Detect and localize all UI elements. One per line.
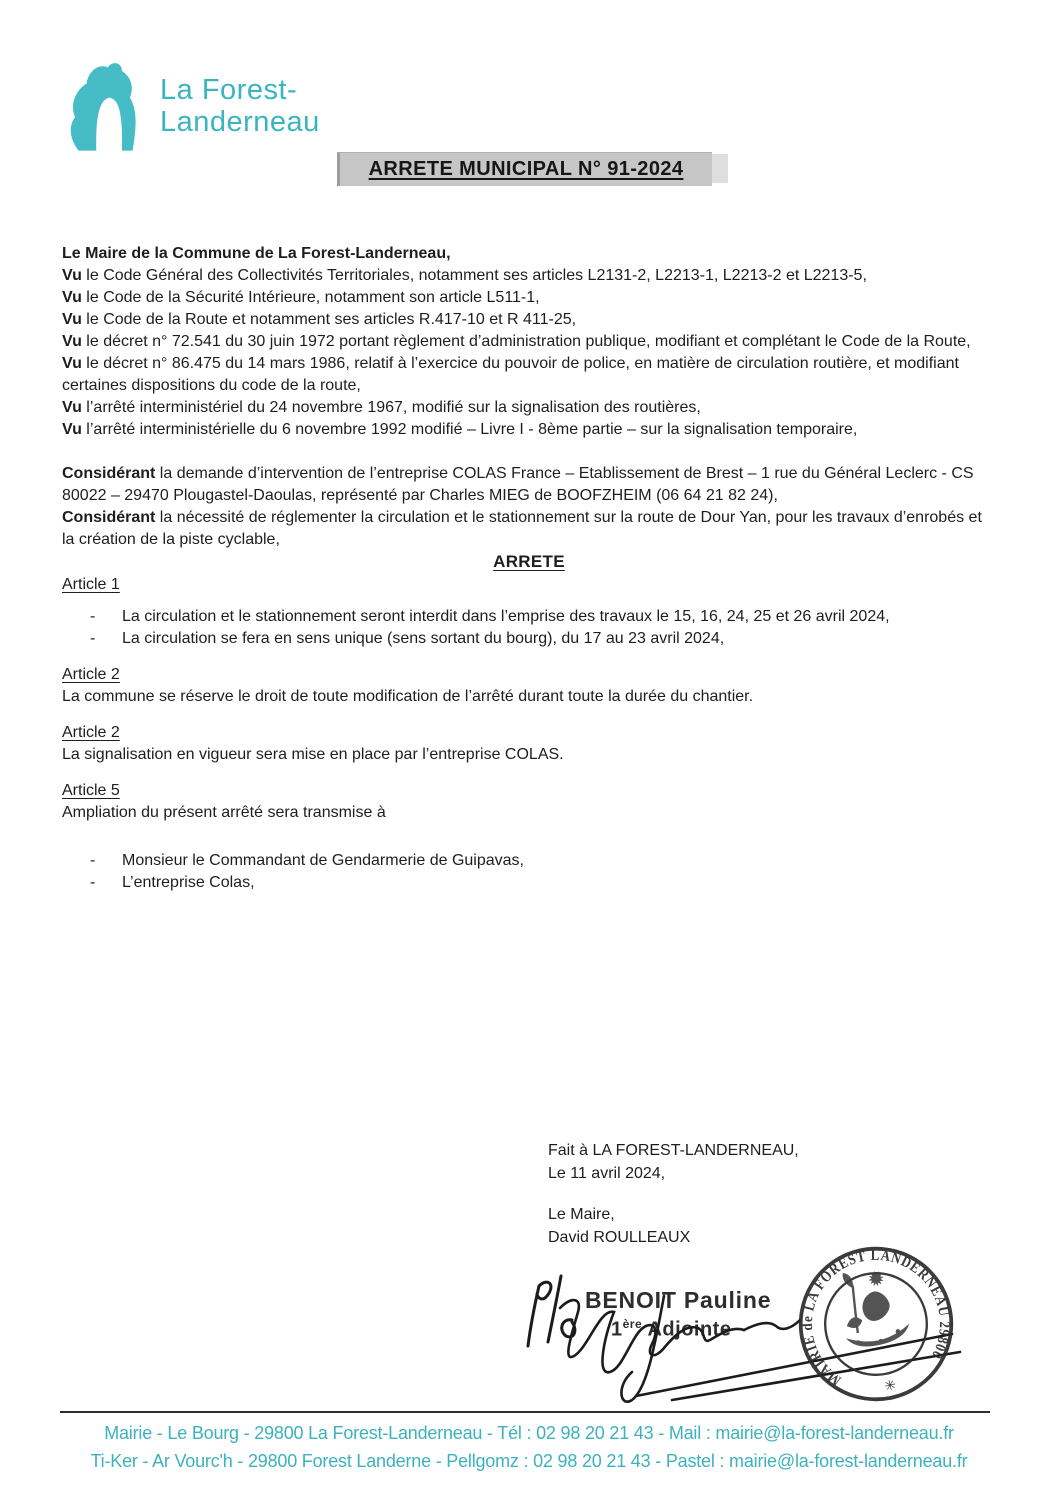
considerant-paragraph: Considérant la nécessité de réglementer la circulation et le stationnement sur la route de Dour Yan, pour les travaux d’enrobés et la création de la piste cyclable, <box>62 509 982 548</box>
signature-block <box>548 1139 799 1249</box>
delegate-role-stamp: 1ère Adjointe <box>611 1317 732 1341</box>
document-body <box>62 243 996 908</box>
article-section-2 <box>62 664 996 708</box>
article-heading: Article 2 <box>62 666 120 683</box>
article-section-1 <box>62 574 996 650</box>
article-section-5 <box>62 780 996 894</box>
vu-paragraph: Vu le Code de la Sécurité Intérieure, notamment son article L511-1, <box>62 289 540 306</box>
vu-paragraph: Vu l’arrêté interministérielle du 6 novembre 1992 modifié – Livre I - 8ème partie – sur la signalisation temporaire, <box>62 421 858 438</box>
bullet-dash: - <box>90 874 96 891</box>
footer-line-breton: Ti-Ker - Ar Vourc'h - 29800 Forest Landerne - Pellgomz : 02 98 20 21 43 - Pastel : mairie@la-forest-landerneau.fr <box>90 1451 968 1471</box>
vu-paragraph: Vu l’arrêté interministériel du 24 novembre 1967, modifié sur la signalisation des routières, <box>62 399 701 416</box>
article-text: Ampliation du présent arrêté sera transmise à <box>62 804 386 821</box>
bullet-dash: - <box>90 608 96 625</box>
commune-logo-text <box>160 74 320 138</box>
logo-line1: La Forest- <box>160 74 298 106</box>
footer-divider <box>60 1411 990 1413</box>
article-text: La signalisation en vigueur sera mise en place par l’entreprise COLAS. <box>62 746 564 763</box>
article-heading: Article 2 <box>62 724 120 741</box>
vu-paragraph: Vu le décret n° 86.475 du 14 mars 1986, relatif à l’exercice du pouvoir de police, en matière de circulation routière, et modifiant certaines dispositions du code de la route, <box>62 355 959 394</box>
bullet-item <box>62 872 996 894</box>
signatory-title: Le Maire, <box>548 1206 615 1223</box>
vu-paragraph: Vu le Code Général des Collectivités Territoriales, notamment ses articles L2131-2, L2213-1, L2213-2 et L2213-5, <box>62 267 867 284</box>
arrete-heading: ARRETE <box>493 552 565 571</box>
logo-line2: Landerneau <box>160 106 320 138</box>
stamp-crest <box>833 1262 911 1351</box>
footer <box>0 1419 1058 1475</box>
article-heading: Article 5 <box>62 782 120 799</box>
bullet-dash: - <box>90 852 96 869</box>
bullet-dash: - <box>90 630 96 647</box>
vu-paragraph: Vu le décret n° 72.541 du 30 juin 1972 portant règlement d’administration publique, modifiant et complétant le Code de la Route, <box>62 333 971 350</box>
bullet-text: Monsieur le Commandant de Gendarmerie de Guipavas, <box>122 852 524 869</box>
bullet-text: L’entreprise Colas, <box>122 874 255 891</box>
signatory-name: David ROULLEAUX <box>548 1229 691 1246</box>
bullet-item <box>62 606 996 628</box>
considerant-paragraph: Considérant la demande d’intervention de l’entreprise COLAS France – Etablissement de Brest – 1 rue du Général Leclerc - CS 80022 – 29470 Plougastel-Daoulas, représenté par Charles MIEG de BOOFZHEIM (06 64 21 82 24), <box>62 465 974 504</box>
salutation: Le Maire de la Commune de La Forest-Landerneau, <box>62 245 451 262</box>
arch-logo-icon <box>68 56 152 156</box>
article-5-bullets <box>62 850 996 894</box>
document-title-banner <box>337 152 712 186</box>
bullet-text: La circulation se fera en sens unique (sens sortant du bourg), du 17 au 23 avril 2024, <box>122 630 725 647</box>
vu-paragraph: Vu le Code de la Route et notamment ses articles R.417-10 et R 411-25, <box>62 311 577 328</box>
document-title: ARRETE MUNICIPAL N° 91-2024 <box>368 158 684 180</box>
footer-line-french: Mairie - Le Bourg - 29800 La Forest-Landerneau - Tél : 02 98 20 21 43 - Mail : mairie@la-forest-landerneau.fr <box>104 1423 954 1443</box>
delegate-name-stamp: BENOIT Pauline <box>585 1287 772 1313</box>
place-line: Fait à LA FOREST-LANDERNEAU, <box>548 1142 799 1159</box>
article-1-bullets <box>62 606 996 650</box>
date-line: Le 11 avril 2024, <box>548 1165 666 1182</box>
title-banner-scan-artifact <box>712 154 728 183</box>
svg-text:✹: ✹ <box>865 1266 888 1293</box>
article-section-2bis <box>62 722 996 766</box>
stamp-ring-text: MAIRIE de LA FOREST LANDERNEAU 29800 <box>799 1247 953 1388</box>
article-text: La commune se réserve le droit de toute modification de l’arrêté durant toute la durée du chantier. <box>62 688 754 705</box>
article-heading: Article 1 <box>62 576 120 593</box>
bullet-item <box>62 850 996 872</box>
vu-block <box>62 265 996 441</box>
stamp-bottom-glyph: ✳ <box>882 1376 898 1395</box>
bullet-text: La circulation et le stationnement seront interdit dans l’emprise des travaux le 15, 16, 24, 25 et 26 avril 2024, <box>122 608 890 625</box>
bullet-item <box>62 628 996 650</box>
commune-logo <box>68 56 398 156</box>
